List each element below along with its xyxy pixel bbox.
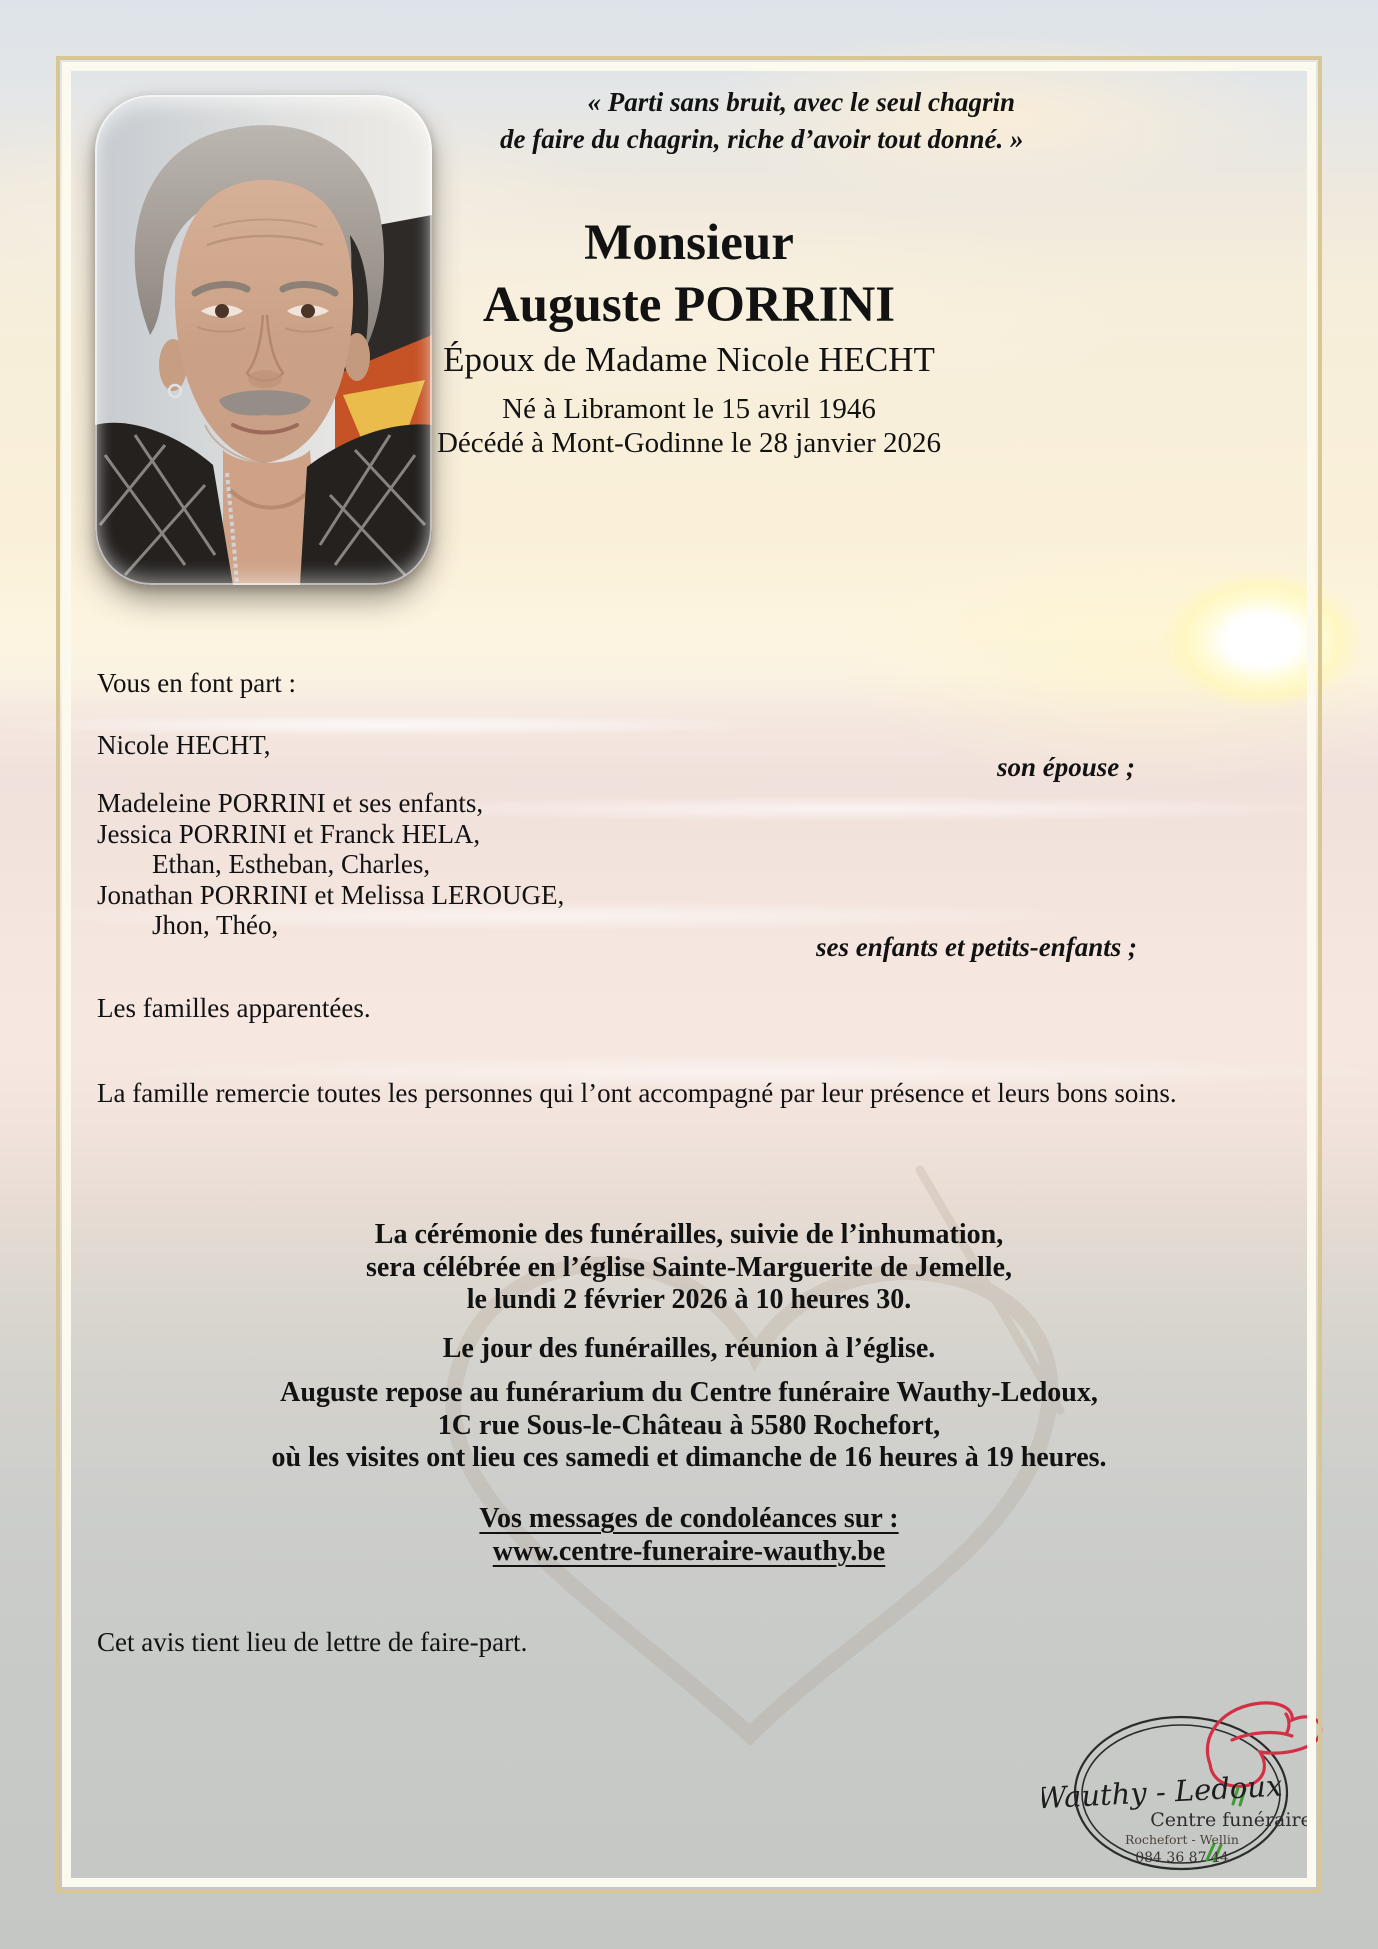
portrait-photo-image bbox=[95, 95, 432, 585]
child-line: Jessica PORRINI et Franck HELA, bbox=[97, 818, 481, 849]
ceremony-details bbox=[0, 1219, 1378, 1317]
opening-quote bbox=[500, 84, 1024, 158]
repose-details bbox=[0, 1377, 1378, 1475]
death-line: Décédé à Mont-Godinne le 28 janvier 2026 bbox=[436, 427, 942, 459]
repose-line-1: Auguste repose au funérarium du Centre funéraire Wauthy-Ledoux, bbox=[280, 1377, 1098, 1408]
condolences-url[interactable]: www.centre-funeraire-wauthy.be bbox=[492, 1535, 886, 1567]
logo-phone: 084 36 87 44 bbox=[1135, 1850, 1229, 1866]
repose-line-2: 1C rue Sous-le-Château à 5580 Rochefort, bbox=[437, 1409, 941, 1441]
children-role: ses enfants et petits-enfants ; bbox=[816, 932, 1137, 962]
condolences-block bbox=[0, 1503, 1378, 1568]
wife-name: Nicole HECHT, bbox=[97, 730, 271, 760]
condolences-label: Vos messages de condoléances sur : bbox=[479, 1503, 899, 1534]
meeting-line: Le jour des funérailles, réunion à l’église. bbox=[442, 1333, 936, 1364]
children-list bbox=[97, 788, 564, 941]
repose-line-3: où les visites ont lieu ces samedi et dimanche de 16 heures à 19 heures. bbox=[271, 1442, 1107, 1473]
ceremony-line-3: le lundi 2 février 2026 à 10 heures 30. bbox=[466, 1284, 912, 1315]
logo-name: Wauthy - Ledoux bbox=[1042, 1768, 1284, 1816]
faire-part-notice: Cet avis tient lieu de lettre de faire-part. bbox=[97, 1627, 528, 1657]
spouse-line: Époux de Madame Nicole HECHT bbox=[443, 340, 935, 379]
funeral-home-logo bbox=[1042, 1692, 1332, 1907]
child-line: Jonathan PORRINI et Melissa LEROUGE, bbox=[97, 879, 565, 910]
birth-line: Né à Libramont le 15 avril 1946 bbox=[502, 393, 876, 425]
deceased-name: Auguste PORRINI bbox=[482, 277, 896, 333]
related-families: Les familles apparentées. bbox=[97, 993, 371, 1023]
family-thanks: La famille remercie toutes les personnes qui l’ont accompagné par leur présence et leurs bons soins. bbox=[97, 1078, 1177, 1108]
announcement-intro: Vous en font part : bbox=[97, 668, 296, 698]
ceremony-line-2: sera célébrée en l’église Sainte-Marguerite de Jemelle, bbox=[365, 1251, 1013, 1283]
title-prefix: Monsieur bbox=[584, 215, 794, 271]
quote-line-1: « Parti sans bruit, avec le seul chagrin bbox=[587, 87, 1015, 117]
logo-locations: Rochefort - Wellin bbox=[1125, 1832, 1239, 1847]
wife-role: son épouse ; bbox=[996, 752, 1135, 782]
grandchildren-line: Ethan, Estheban, Charles, bbox=[152, 849, 431, 879]
child-line: Madeleine PORRINI et ses enfants, bbox=[97, 788, 484, 818]
quote-line-2: de faire du chagrin, riche d’avoir tout donné. » bbox=[500, 124, 1024, 154]
ceremony-line-1: La cérémonie des funérailles, suivie de l’inhumation, bbox=[374, 1219, 1004, 1250]
portrait-photo bbox=[95, 95, 432, 585]
logo-subtitle: Centre funéraire bbox=[1150, 1809, 1312, 1831]
grandchildren-line: Jhon, Théo, bbox=[152, 910, 279, 940]
